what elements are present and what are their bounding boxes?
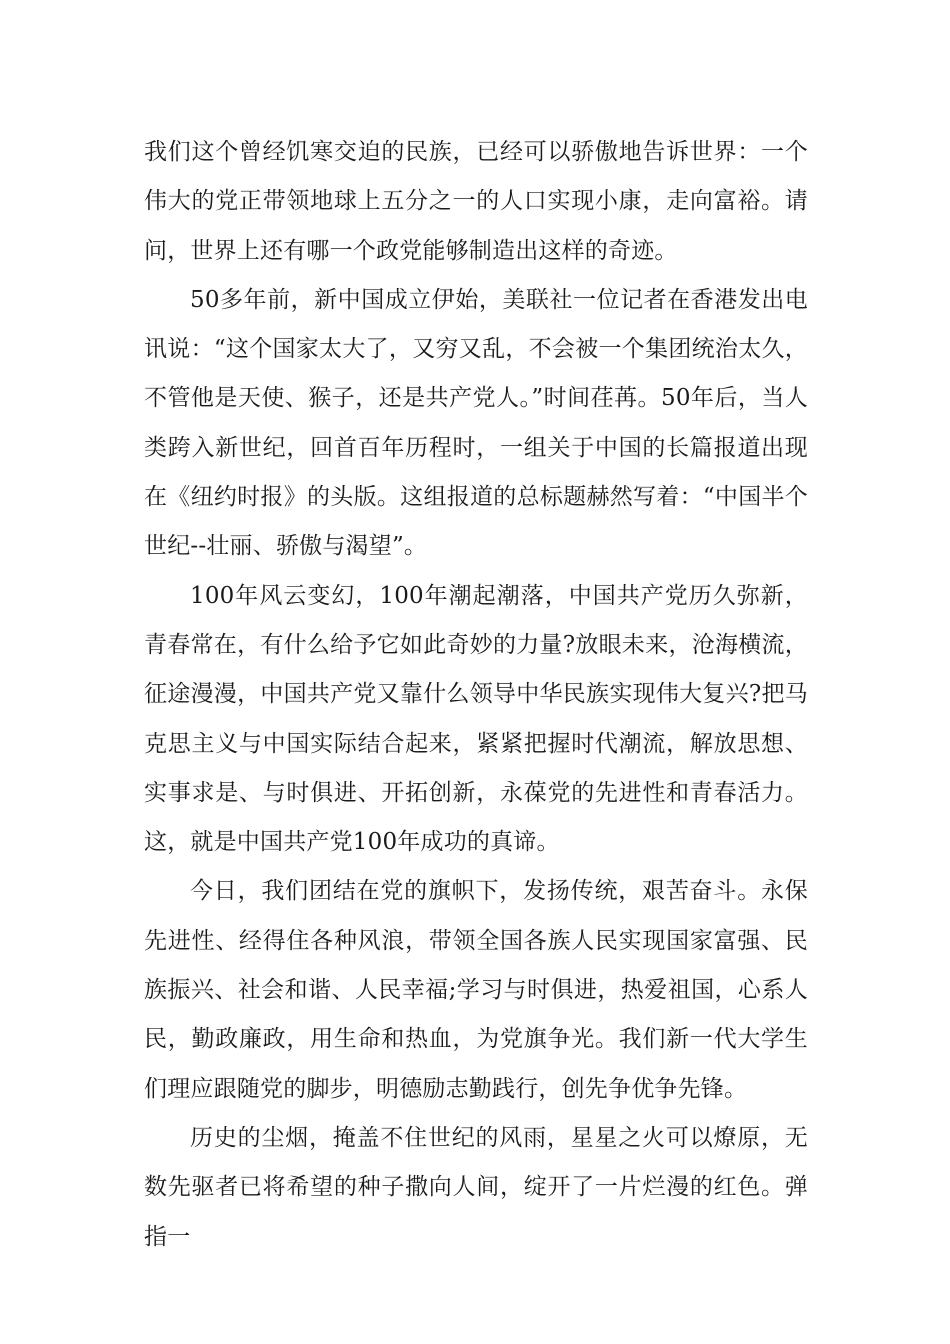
paragraph-5: 历史的尘烟，掩盖不住世纪的风雨，星星之火可以燎原，无数先驱者已将希望的种子撒向人间，绽开了一片烂漫的红色。弹指一 — [144, 1124, 808, 1250]
paragraph-3: 100年风云变幻，100年潮起潮落，中国共产党历久弥新，青春常在，有什么给予它如此奇妙的力量?放眼未来，沧海横流，征途漫漫，中国共产党又靠什么领导中华民族实现伟大复兴?把马克思主义与中国实际结合起来，紧紧把握时代潮流，解放思想、实事求是、与时俱进、开拓创新，永葆党的先进性和青春活力。这，就是中国共产党100年成功的真谛。 — [144, 582, 808, 856]
paragraph-1: 我们这个曾经饥寒交迫的民族，已经可以骄傲地告诉世界：一个伟大的党正带领地球上五分之一的人口实现小康，走向富裕。请问，世界上还有哪一个政党能够制造出这样的奇迹。 — [144, 139, 808, 264]
document-page — [144, 128, 808, 1262]
paragraph-2: 50多年前，新中国成立伊始，美联社一位记者在香港发出电讯说：“这个国家太大了，又穷又乱，不会被一个集团统治太久，不管他是天使、猴子，还是共产党人。”时间荏苒。50年后，当人类跨入新世纪，回首百年历程时，一组关于中国的长篇报道出现在《纽约时报》的头版。这组报道的总标题赫然写着：“中国半个世纪--壮丽、骄傲与渴望”。 — [144, 286, 808, 560]
paragraph-4: 今日，我们团结在党的旗帜下，发扬传统，艰苦奋斗。永保先进性、经得住各种风浪，带领全国各族人民实现国家富强、民族振兴、社会和谐、人民幸福;学习与时俱进，热爱祖国，心系人民，勤政廉政，用生命和热血，为党旗争光。我们新一代大学生们理应跟随党的脚步，明德励志勤践行，创先争优争先锋。 — [144, 878, 808, 1102]
